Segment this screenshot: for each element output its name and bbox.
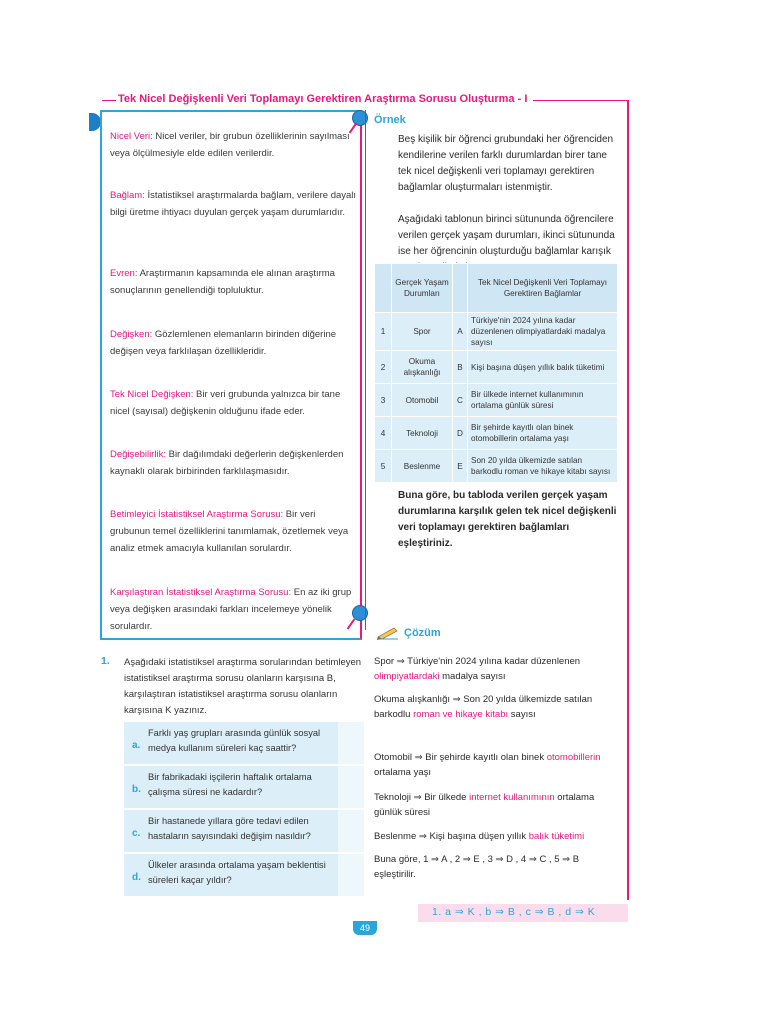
table-header-letter bbox=[453, 264, 468, 313]
row-num: 1 bbox=[375, 313, 392, 351]
example-paragraph-1: Beş kişilik bir öğrenci grubundaki her öğrenciden kendilerine verilen farklı durumlardan birer tane tek nicel değişkenli veri toplamayı gerektiren bağlamlar oluşturmaları istenmiştir. bbox=[398, 134, 614, 193]
section-title: Tek Nicel Değişkenli Veri Toplamayı Gerektiren Araştırma Sorusu Oluşturma - I bbox=[118, 93, 528, 105]
row-context: Bir ülkede internet kullanımının ortalama günlük süresi bbox=[468, 384, 618, 417]
table-row bbox=[375, 450, 618, 483]
row-context: Bir şehirde kayıtlı olan binek otomobillerin ortalama yaşı bbox=[468, 417, 618, 450]
row-life: Otomobil bbox=[392, 384, 453, 417]
title-rule-left bbox=[102, 100, 116, 101]
example-heading: Örnek bbox=[374, 114, 406, 126]
option-text: Bir hastanede yıllara göre tedavi edilen hastaların sayısındaki değişim nasıldır? bbox=[148, 816, 311, 841]
table-row bbox=[375, 417, 618, 450]
answer-cell-c[interactable] bbox=[338, 810, 364, 852]
exercise-prompt: Aşağıdaki istatistiksel araştırma sorularından betimleyen istatistiksel araştırma sorusu olanların karşısına B, karşılaştıran istatistiksel araştırma sorusu olanların karşısına K yazınız. bbox=[124, 657, 362, 716]
row-letter: B bbox=[453, 351, 468, 384]
solution-heading: Çözüm bbox=[404, 627, 441, 639]
table-row bbox=[375, 351, 618, 384]
answer-cell-b[interactable] bbox=[338, 766, 364, 808]
title-rule-right bbox=[533, 100, 627, 101]
definition-evren: Evren: Araştırmanın kapsamında ele alınan araştırma sonuçlarının genellendiği topluluktur. bbox=[110, 268, 335, 296]
option-text: Ülkeler arasında ortalama yaşam beklentisi süreleri kaçar yıldır? bbox=[148, 860, 326, 885]
row-life: Teknoloji bbox=[392, 417, 453, 450]
definition-nicel-veri: Nicel Veri: Nicel veriler, bir grubun özelliklerinin sayılması veya ölçülmesiyle elde edilen verilerdir. bbox=[110, 131, 350, 159]
solution-item: Okuma alışkanlığı ⇒ Son 20 yılda ülkemizde satılan barkodlu roman ve hikaye kitabı sayısı bbox=[374, 694, 593, 720]
table-header-life: Gerçek Yaşam Durumları bbox=[392, 264, 453, 313]
definition-tek-nicel-degisken: Tek Nicel Değişken: Bir veri grubunda yalnızca bir tane nicel (sayısal) değişkenin olduğunu ifade eder. bbox=[110, 389, 341, 417]
option-letter: d. bbox=[132, 872, 141, 883]
definition-degisebilirlik: Değişebilirlik: Bir dağılımdaki değerlerin değişkenlerden kaynaklı olarak birbirinden farklılaşmasıdır. bbox=[110, 449, 344, 477]
option-letter: b. bbox=[132, 784, 141, 795]
option-letter: a. bbox=[132, 740, 141, 751]
matching-table bbox=[374, 263, 618, 483]
row-context: Son 20 yılda ülkemizde satılan barkodlu roman ve hikaye kitabı sayısı bbox=[468, 450, 618, 483]
page-number: 49 bbox=[353, 921, 377, 935]
row-letter: D bbox=[453, 417, 468, 450]
solution-item: Teknoloji ⇒ Bir ülkede internet kullanımının ortalama günlük süresi bbox=[374, 792, 595, 818]
row-num: 4 bbox=[375, 417, 392, 450]
row-letter: C bbox=[453, 384, 468, 417]
option-letter: c. bbox=[132, 828, 141, 839]
solution-conclusion: Buna göre, 1 ⇒ A , 2 ⇒ E , 3 ⇒ D , 4 ⇒ C , 5 ⇒ B eşleştirilir. bbox=[374, 854, 580, 880]
answer-cell-d[interactable] bbox=[338, 854, 364, 896]
row-life: Beslenme bbox=[392, 450, 453, 483]
definition-karsilastiran: Karşılaştıran İstatistiksel Araştırma Sorusu: En az iki grup veya değişken arasındaki farkları incelemeye yönelik sorulardır. bbox=[110, 587, 352, 632]
row-context: Türkiye'nin 2024 yılına kadar düzenlenen olimpiyatlardaki madalya sayısı bbox=[468, 313, 618, 351]
table-row bbox=[375, 313, 618, 351]
exercise-option-b bbox=[124, 766, 364, 808]
right-frame-line bbox=[627, 100, 629, 900]
row-letter: A bbox=[453, 313, 468, 351]
definition-betimleyici: Betimleyici İstatistiksel Araştırma Sorusu: Bir veri grubunun temel özelliklerini tanımlamak, özetlemek veya analiz etmek amacıyla kullanılan sorulardır. bbox=[110, 509, 349, 554]
row-num: 3 bbox=[375, 384, 392, 417]
option-text: Bir fabrikadaki işçilerin haftalık ortalama çalışma süresi ne kadardır? bbox=[148, 772, 312, 797]
definition-degisken: Değişken: Gözlemlenen elemanların birinden diğerine değişen veya farklılaşan özellikleridir. bbox=[110, 329, 337, 357]
row-num: 2 bbox=[375, 351, 392, 384]
row-context: Kişi başına düşen yıllık balık tüketimi bbox=[468, 351, 618, 384]
pencil-icon bbox=[376, 624, 400, 640]
answer-key-text: 1. a ⇒ K , b ⇒ B , c ⇒ B , d ⇒ K bbox=[432, 906, 596, 918]
table-row bbox=[375, 384, 618, 417]
option-text: Farklı yaş grupları arasında günlük sosyal medya kullanım süreleri kaç saattir? bbox=[148, 728, 321, 753]
answer-cell-a[interactable] bbox=[338, 722, 364, 764]
solution-item: Beslenme ⇒ Kişi başına düşen yıllık balık tüketimi bbox=[374, 831, 585, 842]
exercise-option-a bbox=[124, 722, 364, 764]
exercise-option-d bbox=[124, 854, 364, 896]
table-header-context: Tek Nicel Değişkenli Veri Toplamayı Gerektiren Bağlamlar bbox=[468, 264, 618, 313]
matching-table-wrap bbox=[374, 263, 618, 483]
solution-item: Otomobil ⇒ Bir şehirde kayıtlı olan binek otomobillerin ortalama yaşı bbox=[374, 752, 601, 778]
definitions-divider bbox=[365, 110, 366, 630]
table-header-num bbox=[375, 264, 392, 313]
exercise-option-c bbox=[124, 810, 364, 852]
row-life: Spor bbox=[392, 313, 453, 351]
row-num: 5 bbox=[375, 450, 392, 483]
solution-item: Spor ⇒ Türkiye'nin 2024 yılına kadar düzenlenen olimpiyatlardaki madalya sayısı bbox=[374, 656, 581, 682]
exercise-number: 1. bbox=[101, 655, 110, 667]
row-life: Okuma alışkanlığı bbox=[392, 351, 453, 384]
example-paragraph-2: Aşağıdaki tablonun birinci sütununda öğrencilere verilen gerçek yaşam durumları, ikinci sütununda ise her öğrencinin oluşturduğu bağlamlar karışık bbox=[398, 214, 615, 257]
example-question: Buna göre, bu tabloda verilen gerçek yaşam durumlarına karşılık gelen tek nicel değişkenli veri toplamayı gerektiren bağlamları eşleştiriniz. bbox=[398, 490, 617, 549]
definition-baglam: Bağlam: İstatistiksel araştırmalarda bağlam, verilere dayalı bilgi üretme ihtiyacı duyulan gerçek yaşam durumlarıdır. bbox=[110, 190, 357, 218]
table-header-row bbox=[375, 264, 618, 313]
row-letter: E bbox=[453, 450, 468, 483]
